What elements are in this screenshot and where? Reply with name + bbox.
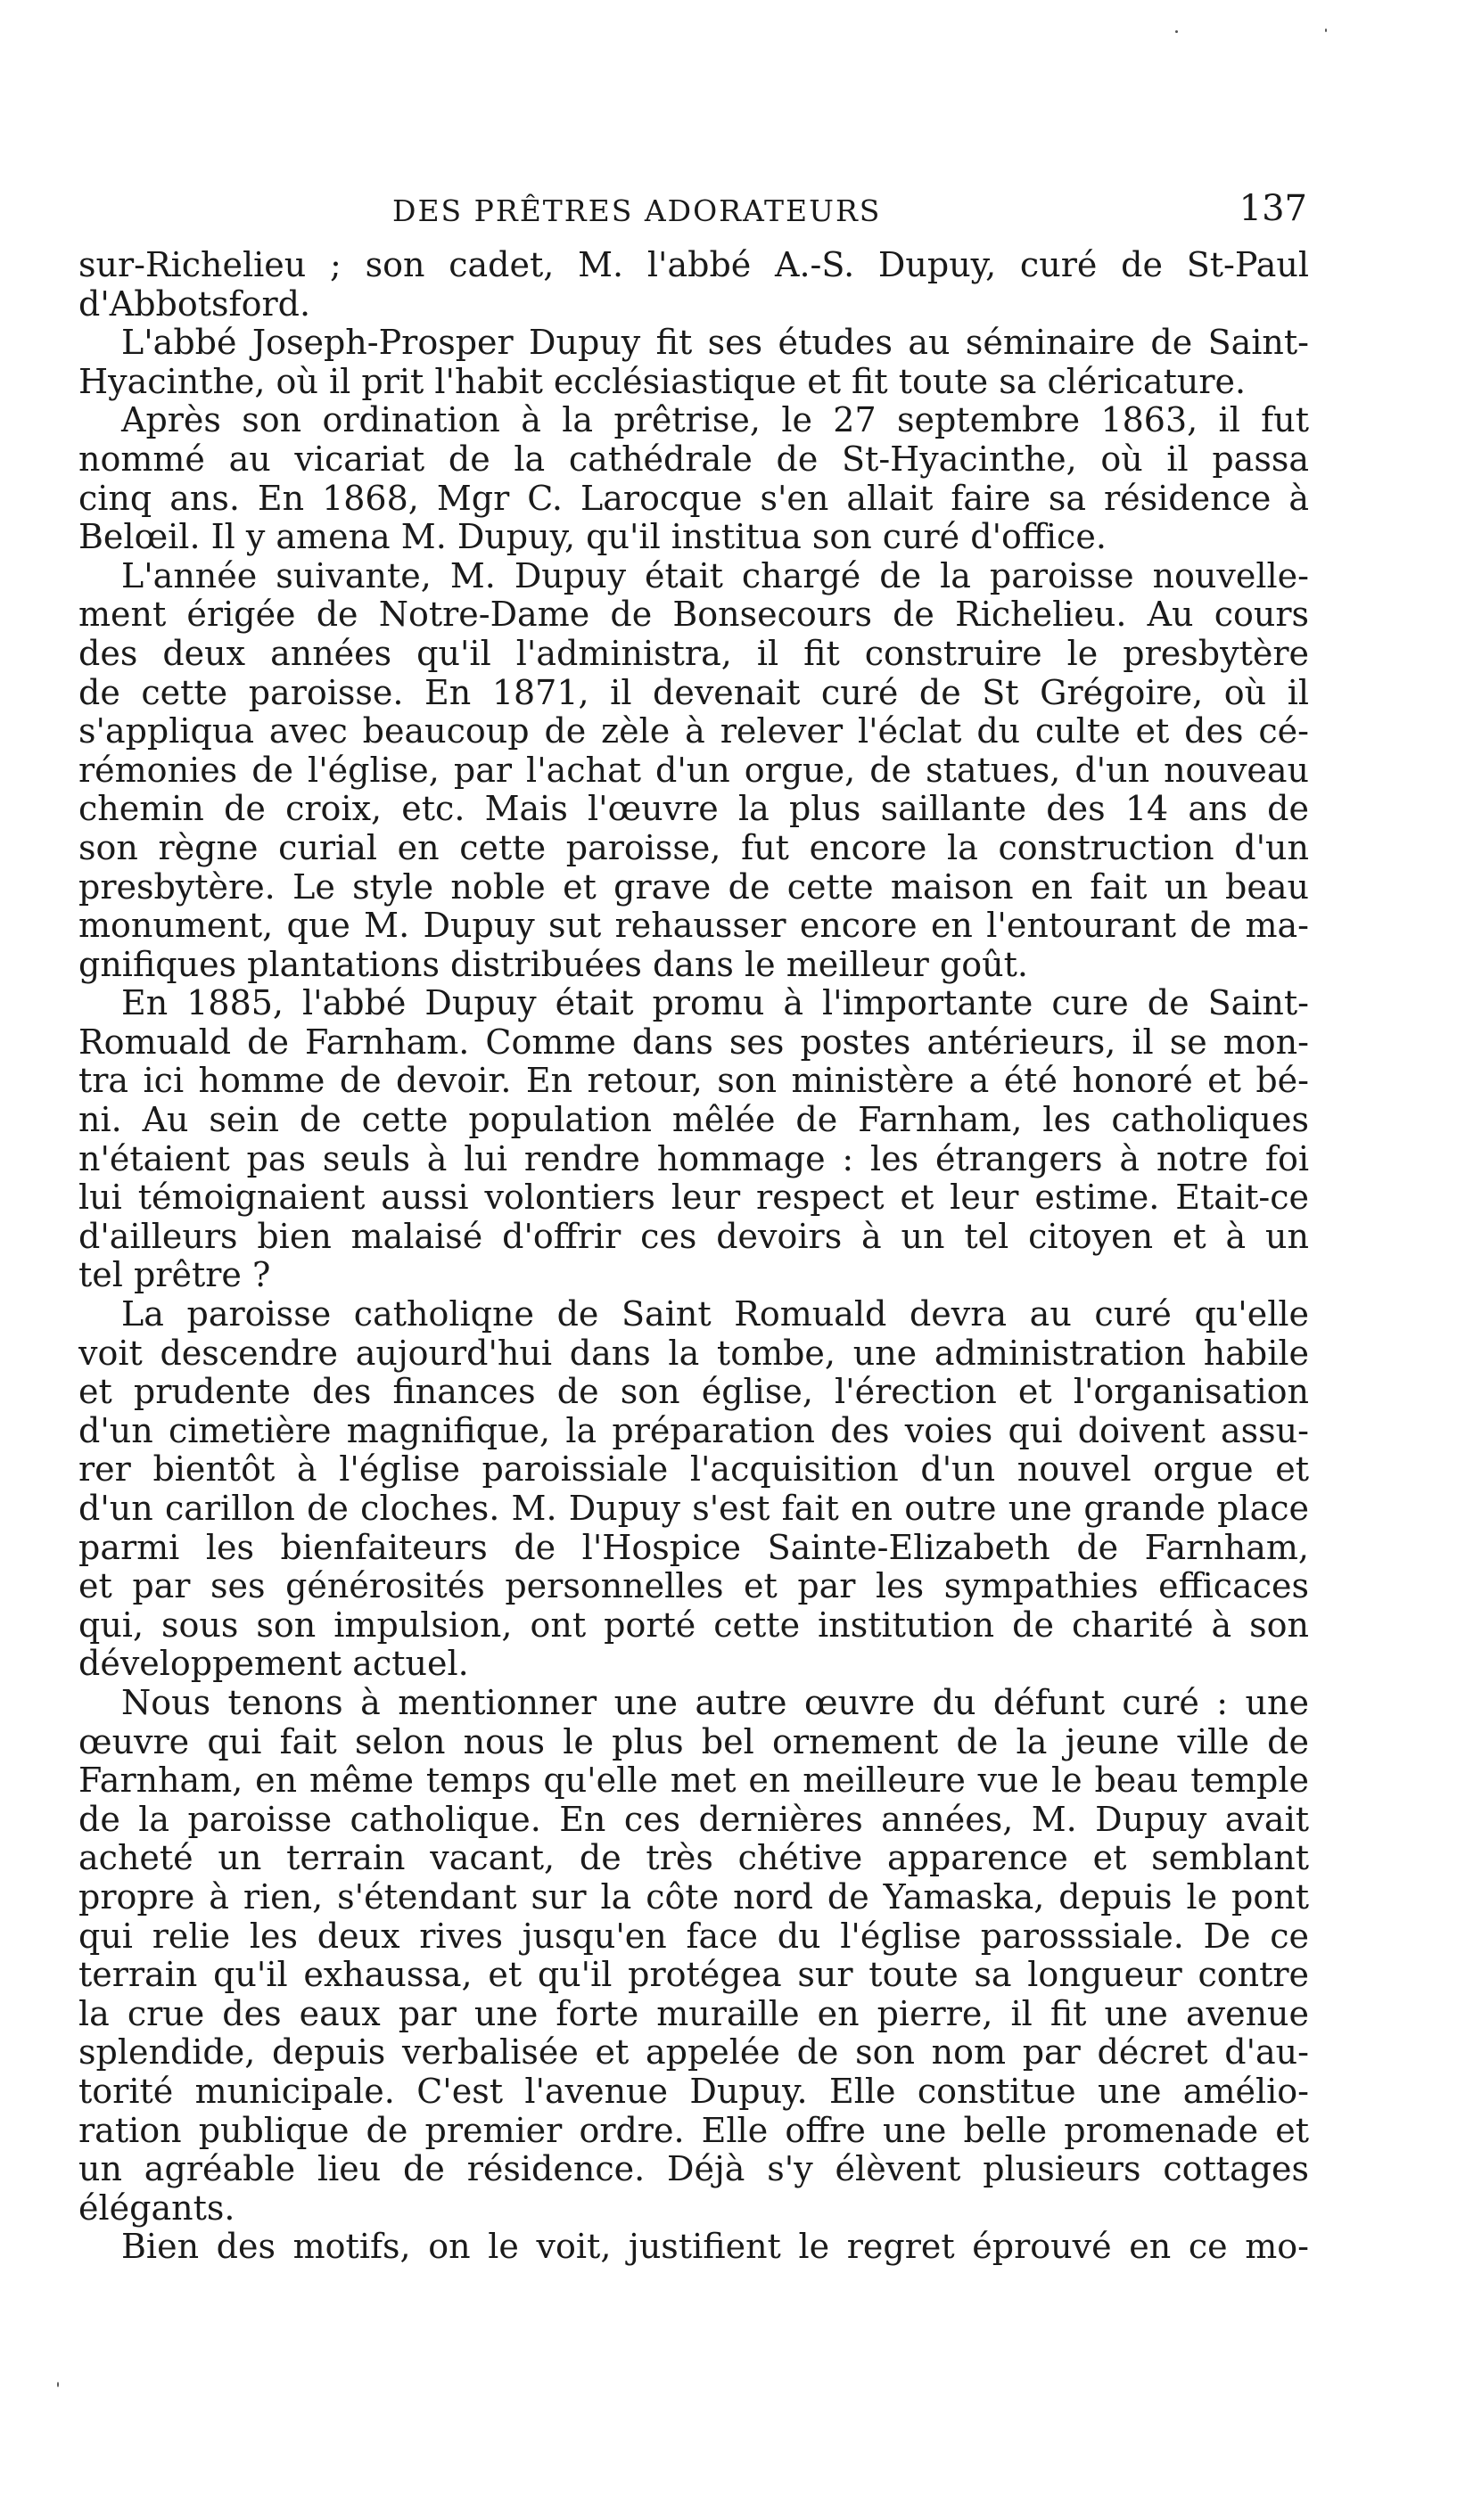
paper-speck xyxy=(1175,30,1178,33)
text-line: presbytère. Le style noble et grave de cette maison en fait un beau xyxy=(78,867,1309,907)
text-line: rer bientôt à l'église paroissiale l'acquisition d'un nouvel orgue et xyxy=(78,1450,1309,1490)
text-line: Farnham, en même temps qu'elle met en meilleure vue le beau temple xyxy=(78,1761,1309,1801)
text-line: La paroisse catholiqne de Saint Romuald devra au curé qu'elle xyxy=(121,1295,1309,1334)
text-line: gnifiques plantations distribuées dans le meilleur goût. xyxy=(78,945,1028,984)
text-line: de cette paroisse. En 1871, il devenait curé de St Grégoire, où il xyxy=(78,673,1309,712)
text-line: la crue des eaux par une forte muraille en pierre, il fit une avenue xyxy=(78,1994,1309,2033)
text-line: de la paroisse catholique. En ces dernières années, M. Dupuy avait xyxy=(78,1800,1309,1839)
body-text xyxy=(78,246,1309,2267)
text-line: Romuald de Farnham. Comme dans ses postes antérieurs, il se mon- xyxy=(78,1022,1309,1062)
text-line: ni. Au sein de cette population mêlée de Farnham, les catholiques xyxy=(78,1101,1309,1140)
page-number: 137 xyxy=(1239,188,1307,229)
text-line: élégants. xyxy=(78,2188,235,2228)
text-line: nommé au vicariat de la cathédrale de St-Hyacinthe, où il passa xyxy=(78,439,1309,479)
text-line: Après son ordination à la prêtrise, le 27 septembre 1863, il fut xyxy=(121,401,1309,440)
text-line: ment érigée de Notre-Dame de Bonsecours de Richelieu. Au cours xyxy=(78,595,1309,635)
text-line: développement actuel. xyxy=(78,1645,469,1684)
text-line: et par ses générosités personnelles et par les sympathies efficaces xyxy=(78,1567,1309,1606)
text-line: acheté un terrain vacant, de très chétive apparence et semblant xyxy=(78,1839,1309,1878)
text-line: Nous tenons à mentionner une autre œuvre du défunt curé : une xyxy=(121,1683,1309,1722)
text-line: monument, que M. Dupuy sut rehausser encore en l'entourant de ma- xyxy=(78,907,1309,946)
text-line: lui témoignaient aussi volontiers leur respect et leur estime. Etait-ce xyxy=(78,1178,1309,1218)
page-header xyxy=(78,183,1307,236)
text-line: rémonies de l'église, par l'achat d'un orgue, de statues, d'un nouveau xyxy=(78,751,1309,790)
text-line: n'étaient pas seuls à lui rendre hommage : les étrangers à notre foi xyxy=(78,1139,1309,1178)
text-line: terrain qu'il exhaussa, et qu'il protégea sur toute sa longueur contre xyxy=(78,1956,1309,1995)
text-line: ration publique de premier ordre. Elle offre une belle promenade et xyxy=(78,2111,1309,2150)
text-line: voit descendre aujourd'hui dans la tombe, une administration habile xyxy=(78,1334,1309,1373)
text-line: torité municipale. C'est l'avenue Dupuy. Elle constitue une amélio- xyxy=(78,2072,1309,2111)
text-line: un agréable lieu de résidence. Déjà s'y élèvent plusieurs cottages xyxy=(78,2150,1309,2189)
text-line: d'Abbotsford. xyxy=(78,284,311,324)
text-line: Hyacinthe, où il prit l'habit ecclésiastique et fit toute sa cléricature. xyxy=(78,362,1247,401)
paper-speck xyxy=(1325,29,1327,32)
text-line: parmi les bienfaiteurs de l'Hospice Sainte-Elizabeth de Farnham, xyxy=(78,1528,1309,1567)
text-line: Belœil. Il y amena M. Dupuy, qu'il institua son curé d'office. xyxy=(78,518,1107,557)
text-line: propre à rien, s'étendant sur la côte nord de Yamaska, depuis le pont xyxy=(78,1877,1309,1917)
text-line: chemin de croix, etc. Mais l'œuvre la plus saillante des 14 ans de xyxy=(78,790,1309,829)
text-line: et prudente des finances de son église, l'érection et l'organisation xyxy=(78,1373,1309,1412)
text-line: tra ici homme de devoir. En retour, son ministère a été honoré et bé- xyxy=(78,1062,1309,1101)
text-line: Bien des motifs, on le voit, justifient le regret éprouvé en ce mo- xyxy=(121,2228,1309,2267)
text-line: L'abbé Joseph-Prosper Dupuy fit ses études au séminaire de Saint- xyxy=(121,324,1309,363)
text-line: splendide, depuis verbalisée et appelée de son nom par décret d'au- xyxy=(78,2033,1309,2073)
text-line: d'un carillon de cloches. M. Dupuy s'est fait en outre une grande place xyxy=(78,1490,1309,1528)
text-line: d'ailleurs bien malaisé d'offrir ces devoirs à un tel citoyen et à un xyxy=(78,1217,1309,1256)
paper-speck xyxy=(57,2382,59,2387)
text-line: cinq ans. En 1868, Mgr C. Larocque s'en allait faire sa résidence à xyxy=(78,479,1309,518)
running-head: DES PRÊTRES ADORATEURS xyxy=(392,193,882,228)
text-line: tel prêtre ? xyxy=(78,1256,271,1295)
text-line: En 1885, l'abbé Dupuy était promu à l'importante cure de Saint- xyxy=(121,984,1309,1023)
text-line: son règne curial en cette paroisse, fut encore la construction d'un xyxy=(78,828,1309,867)
text-line: œuvre qui fait selon nous le plus bel ornement de la jeune ville de xyxy=(78,1722,1309,1761)
text-line: qui, sous son impulsion, ont porté cette institution de charité à son xyxy=(78,1605,1309,1645)
text-line: s'appliqua avec beaucoup de zèle à relever l'éclat du culte et des cé- xyxy=(78,712,1309,751)
text-line: d'un cimetière magnifique, la préparation des voies qui doivent assu- xyxy=(78,1411,1309,1450)
text-line: qui relie les deux rives jusqu'en face du l'église parosssiale. De ce xyxy=(78,1917,1309,1956)
text-line: L'année suivante, M. Dupuy était chargé de la paroisse nouvelle- xyxy=(121,556,1309,595)
text-line: sur-Richelieu ; son cadet, M. l'abbé A.-S. Dupuy, curé de St-Paul xyxy=(78,246,1309,284)
text-line: des deux années qu'il l'administra, il fit construire le presbytère xyxy=(78,634,1309,673)
